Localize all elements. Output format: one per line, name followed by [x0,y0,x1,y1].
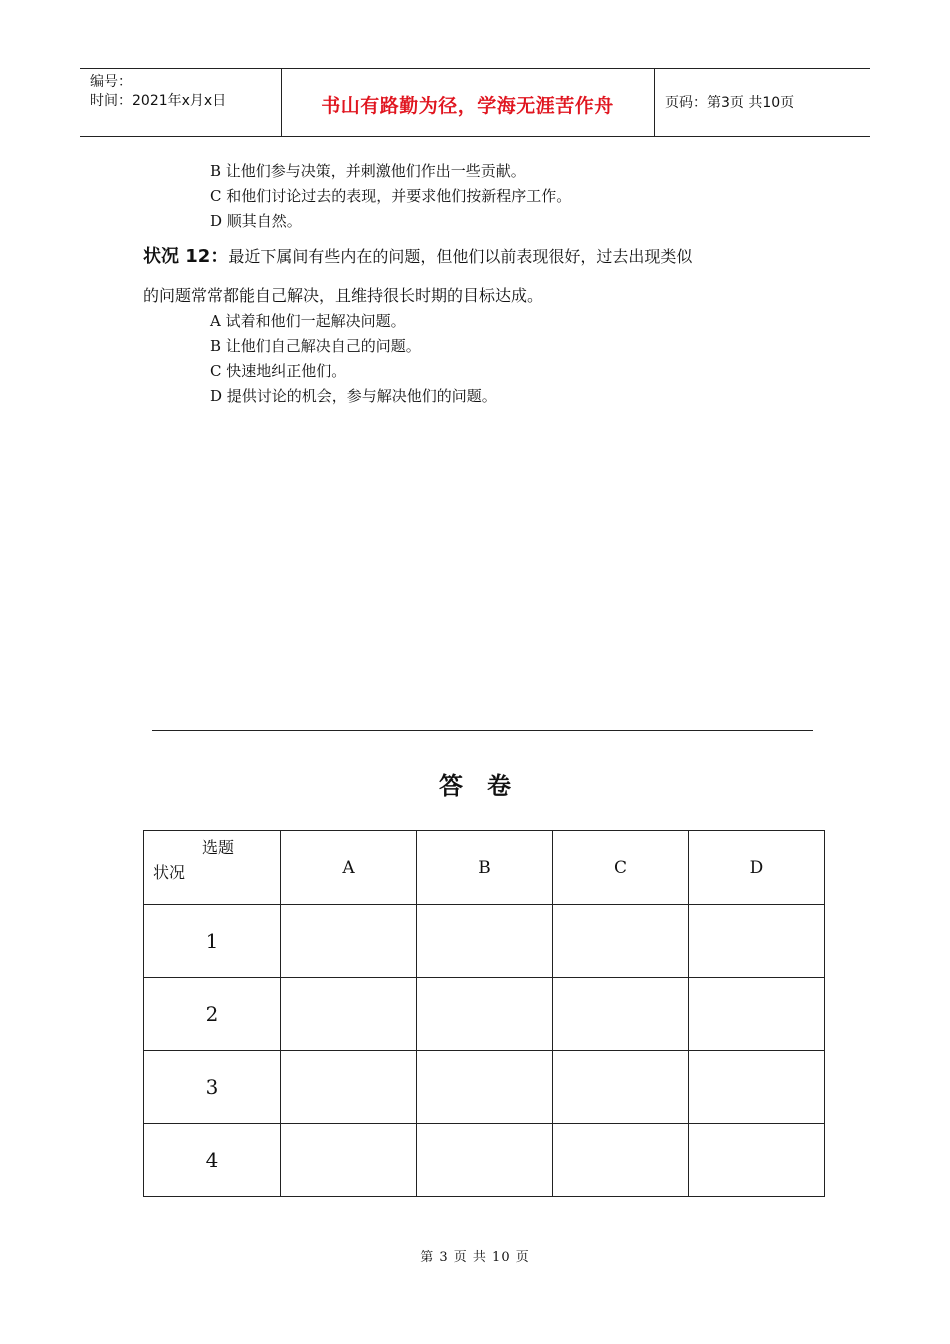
table-row [144,1051,825,1124]
answer-cell-2-c[interactable] [553,978,689,1051]
answer-cell-1-d[interactable] [689,905,825,978]
answer-cell-4-a[interactable] [281,1124,417,1197]
option-d: D 提供讨论的机会，参与解决他们的问题。 [210,387,497,405]
answer-cell-3-d[interactable] [689,1051,825,1124]
header-choice-label: 选题 [202,838,235,857]
answer-cell-2-a[interactable] [281,978,417,1051]
answer-table [143,830,825,1197]
page-footer: 第 3 页 共 10 页 [420,1250,530,1265]
section-divider [152,730,813,731]
page-header [80,68,870,137]
header-motto: 书山有路勤为径，学海无涯苦作舟 [321,95,614,117]
table-row [144,978,825,1051]
table-row [144,1124,825,1197]
header-situation-label: 状况 [153,863,186,882]
answer-cell-3-b[interactable] [417,1051,553,1124]
option-d-prev: D 顺其自然。 [210,212,302,230]
document-number-label: 编号： [90,74,132,90]
situation-12-label: 状况 12： [143,246,229,267]
header-motto-cell [281,69,655,136]
answer-cell-4-c[interactable] [553,1124,689,1197]
answer-cell-4-b[interactable] [417,1124,553,1197]
column-header-a: A [281,831,417,905]
situation-12-text-line1 [143,245,692,269]
answer-cell-1-c[interactable] [553,905,689,978]
option-a: A 试着和他们一起解决问题。 [210,312,406,330]
answer-cell-3-a[interactable] [281,1051,417,1124]
option-b: B 让他们自己解决自己的问题。 [210,337,421,355]
option-c-prev: C 和他们讨论过去的表现，并要求他们按新程序工作。 [210,187,572,205]
column-header-d: D [689,831,825,905]
answer-cell-1-a[interactable] [281,905,417,978]
table-row [144,905,825,978]
answer-cell-2-d[interactable] [689,978,825,1051]
row-label-2: 2 [144,978,281,1051]
situation-12-line1: 最近下属间有些内在的问题，但他们以前表现很好，过去出现类似 [228,247,693,266]
option-b-prev: B 让他们参与决策，并刺激他们作出一些贡献。 [210,162,526,180]
row-label-3: 3 [144,1051,281,1124]
diagonal-header-cell [144,831,281,905]
answer-sheet-title: 答卷 [439,772,535,800]
answer-cell-2-b[interactable] [417,978,553,1051]
document-date: 时间：2021年x月x日 [90,93,227,109]
answer-cell-4-d[interactable] [689,1124,825,1197]
header-page-cell [655,69,870,136]
answer-cell-3-c[interactable] [553,1051,689,1124]
row-label-4: 4 [144,1124,281,1197]
column-header-c: C [553,831,689,905]
option-c: C 快速地纠正他们。 [210,362,347,380]
answer-table-header-row [144,831,825,905]
answer-cell-1-b[interactable] [417,905,553,978]
column-header-b: B [417,831,553,905]
header-meta [80,69,282,136]
situation-12-line2: 的问题常常都能自己解决，且维持很长时期的目标达成。 [143,286,544,305]
row-label-1: 1 [144,905,281,978]
header-page-number: 页码：第3页 共10页 [665,95,795,111]
